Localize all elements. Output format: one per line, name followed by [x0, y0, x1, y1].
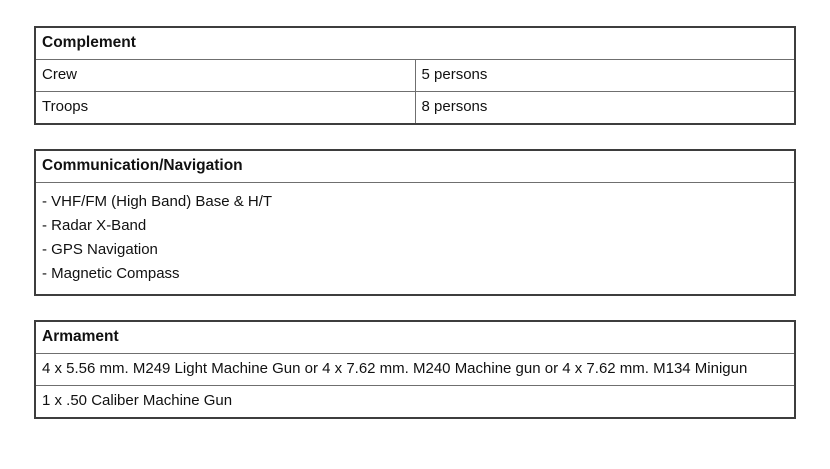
table-row [35, 183, 795, 296]
complement-header: Complement [35, 27, 795, 60]
table-row [35, 386, 795, 419]
list-item: - Radar X-Band [42, 217, 147, 234]
table-row [35, 27, 795, 60]
crew-value: 5 persons [415, 60, 795, 92]
communication-navigation-table [34, 149, 796, 296]
list-item: - Magnetic Compass [42, 265, 180, 282]
table-row [35, 354, 795, 386]
troops-value: 8 persons [415, 92, 795, 125]
communication-navigation-header: Communication/Navigation [35, 150, 795, 183]
table-row [35, 92, 795, 125]
armament-primary: 4 x 5.56 mm. M249 Light Machine Gun or 4 x 7.62 mm. M240 Machine gun or 4 x 7.62 mm. M134 Minigun [35, 354, 795, 386]
armament-header: Armament [35, 321, 795, 354]
table-row [35, 321, 795, 354]
communication-navigation-list [35, 183, 795, 296]
crew-label: Crew [35, 60, 415, 92]
complement-table [34, 26, 796, 125]
list-item: - GPS Navigation [42, 241, 158, 258]
troops-label: Troops [35, 92, 415, 125]
table-row [35, 150, 795, 183]
table-row [35, 60, 795, 92]
armament-table [34, 320, 796, 419]
list-item: - VHF/FM (High Band) Base & H/T [42, 193, 273, 210]
armament-secondary: 1 x .50 Caliber Machine Gun [35, 386, 795, 419]
